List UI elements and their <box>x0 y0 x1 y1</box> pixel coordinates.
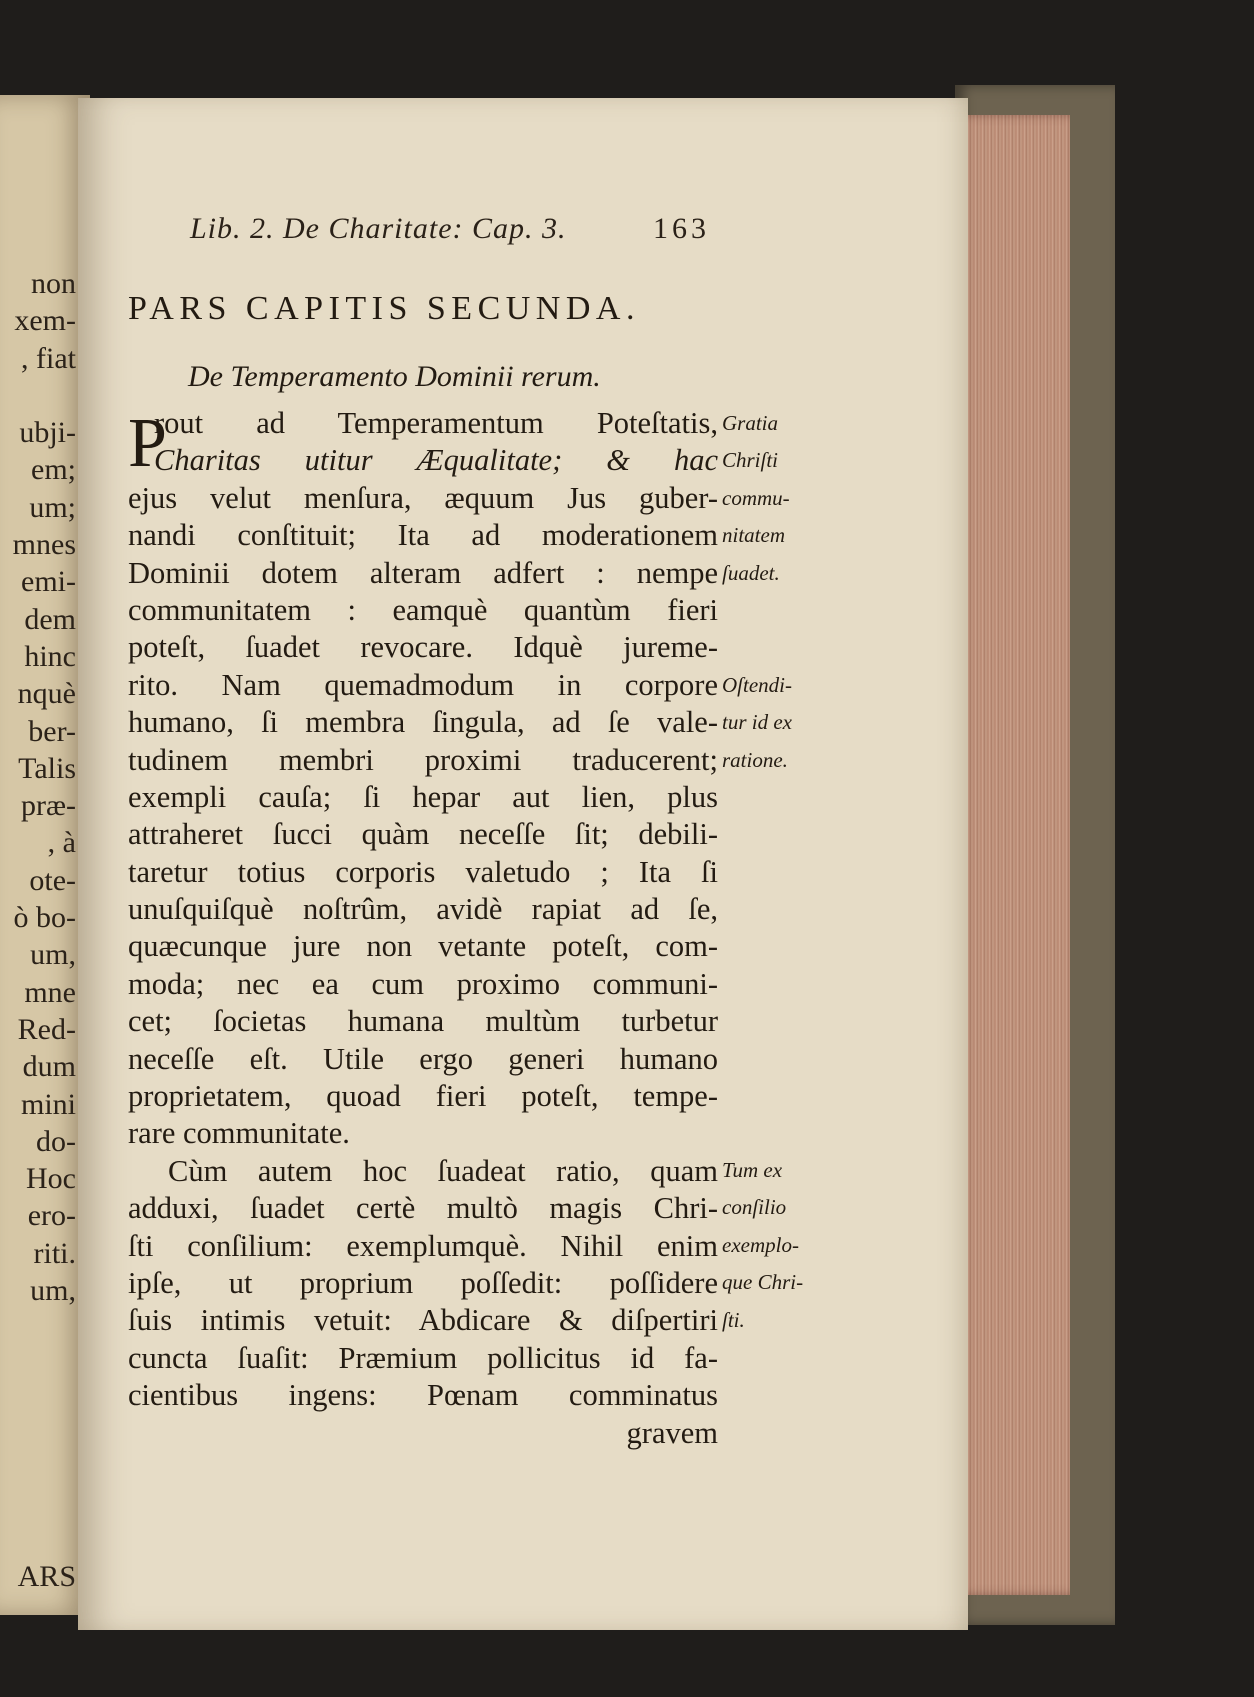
facing-page-line: dum <box>22 1050 76 1084</box>
facing-page-line: um, <box>30 1274 76 1308</box>
text-line: Dominii dotem alteram adfert : nempe <box>128 555 718 590</box>
facing-page-line: mini <box>20 1087 76 1121</box>
text-line: cuncta ſuaſit: Præmium pollicitus id fa- <box>128 1340 718 1375</box>
text-line: adduxi, ſuadet certè multò magis Chri- <box>128 1191 718 1226</box>
facing-page-line: Hoc <box>26 1162 76 1196</box>
note-line: Gratia <box>722 411 779 435</box>
facing-page-line: ote- <box>29 863 76 897</box>
facing-page-text <box>13 265 76 1309</box>
facing-page-line: ò bo- <box>13 901 76 935</box>
text-line-italic: Charitas utitur Æqualitate; & hac <box>154 443 718 478</box>
text-line: proprietatem, quoad fieri poteſt, tempe- <box>128 1079 718 1114</box>
text-line: exempli cauſa; ſi hepar aut lien, plus <box>128 779 718 814</box>
text-line: neceſſe eſt. Utile ergo generi humano <box>128 1041 718 1076</box>
text-line: ſuis intimis vetuit: Abdicare & diſpertiri <box>128 1303 718 1338</box>
section-subtitle: De Temperamento Dominii rerum. <box>188 360 601 393</box>
note-line: que Chri- <box>722 1270 804 1295</box>
facing-page-line: Talis <box>18 751 76 785</box>
facing-page-line: mnes <box>12 528 76 562</box>
text-line: attraheret ſucci quàm neceſſe ſit; debili- <box>128 817 718 852</box>
note-line: nitatem <box>722 523 785 548</box>
note-line: tur id ex <box>722 710 792 735</box>
facing-page-line: emi- <box>21 565 76 599</box>
facing-page-line: um, <box>30 938 76 972</box>
facing-page-line: em; <box>31 453 76 487</box>
note-line: Tum ex <box>722 1158 783 1182</box>
facing-page <box>0 95 90 1615</box>
text-line: cientibus ingens: Pœnam comminatus <box>128 1378 718 1413</box>
facing-page-line: ubji- <box>19 416 76 450</box>
facing-page-line <box>13 377 76 414</box>
facing-page-line: mne <box>24 975 76 1009</box>
body-text <box>128 405 718 1452</box>
note-line: conſilio <box>722 1195 787 1220</box>
text-line: tudinem membri proximi traducerent; <box>128 742 718 777</box>
text-line: humano, ſi membra ſingula, ad ſe vale- <box>128 705 718 740</box>
text-line: cet; ſocietas humana multùm turbetur <box>128 1004 718 1039</box>
text-line: moda; nec ea cum proximo communi- <box>128 966 718 1001</box>
text-line: unuſquiſquè noſtrûm, avidè rapiat ad ſe, <box>128 892 718 927</box>
note-line: exemplo- <box>722 1232 799 1257</box>
facing-page-line: ber- <box>28 714 76 748</box>
text-line: communitatem : eamquè quantùm fieri <box>128 592 718 627</box>
text-line: ſti conſilium: exemplumquè. Nihil enim <box>128 1228 718 1263</box>
page-number: 163 <box>653 212 710 245</box>
marginal-note-ostenditur <box>722 667 832 779</box>
facing-page-line: præ- <box>21 789 76 823</box>
drop-cap: P <box>128 405 167 482</box>
text-line: quæcunque jure non vetante poteſt, com- <box>128 929 718 964</box>
facing-page-line: , à <box>47 826 76 860</box>
text-line <box>128 442 718 479</box>
facing-page-line: hinc <box>24 639 76 673</box>
text-line: rare communitate. <box>128 1116 350 1151</box>
note-line: commu- <box>722 485 790 510</box>
note-line: Chriſti <box>722 448 779 473</box>
facing-page-line: um; <box>29 490 76 524</box>
facing-page-line: , fiat <box>21 341 76 375</box>
running-head <box>190 212 710 246</box>
text-line: poteſt, ſuadet revocare. Idquè jureme- <box>128 630 718 665</box>
text-line: rout ad Temperamentum Poteſtatis, <box>154 406 718 440</box>
running-head-title: Lib. 2. De Charitate: Cap. 3. <box>190 212 567 245</box>
text-line: rito. Nam quemadmodum in corpore <box>128 667 718 702</box>
note-line: ratione. <box>722 747 788 772</box>
facing-page-line: do- <box>36 1124 76 1158</box>
note-line: ſti. <box>722 1307 745 1332</box>
note-line: Oſtendi- <box>722 673 792 697</box>
text-line: ejus velut menſura, æquum Jus guber- <box>128 480 718 515</box>
facing-page-line: non <box>31 267 76 300</box>
marginal-note-gratia <box>722 405 832 592</box>
text-line: ipſe, ut proprium poſſedit: poſſidere <box>128 1265 718 1300</box>
facing-page-line: Red- <box>17 1012 76 1046</box>
text-line: Cùm autem hoc ſuadeat ratio, quam <box>168 1153 718 1188</box>
text-line: taretur totius corporis valetudo ; Ita ſi <box>128 854 718 889</box>
note-line: ſuadet. <box>722 560 780 585</box>
page-edges <box>958 115 1070 1595</box>
facing-page-line: xem- <box>14 304 76 338</box>
facing-page-line: nquè <box>17 677 76 711</box>
facing-page-footer: ARS <box>17 1560 76 1593</box>
catchword: gravem <box>626 1415 718 1450</box>
marginal-note-tum-ex <box>722 1152 832 1339</box>
facing-page-line: dem <box>24 602 76 636</box>
section-title: PARS CAPITIS SECUNDA. <box>128 290 640 327</box>
facing-page-line: riti. <box>33 1236 76 1270</box>
facing-page-line: ero- <box>27 1199 76 1233</box>
text-line: nandi conſtituit; Ita ad moderationem <box>128 518 718 553</box>
